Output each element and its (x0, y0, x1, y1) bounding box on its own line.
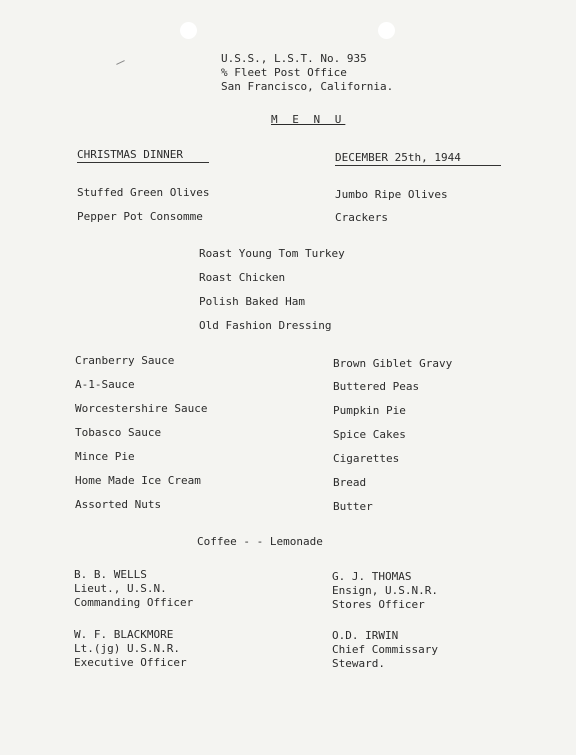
main-course-item: Old Fashion Dressing (199, 319, 332, 332)
punch-hole-right (378, 22, 395, 39)
signature-title: Executive Officer (74, 656, 187, 669)
signature-title: Commanding Officer (74, 596, 194, 609)
occasion-heading: CHRISTMAS DINNER (77, 148, 209, 163)
signature-block (74, 628, 187, 670)
side-right-item: Butter (333, 500, 373, 513)
signature-block (332, 570, 438, 612)
main-course-item: Polish Baked Ham (199, 295, 305, 308)
date-heading: DECEMBER 25th, 1944 (335, 151, 501, 166)
signature-title: Stores Officer (332, 598, 425, 611)
beverages-line: Coffee - - Lemonade (197, 535, 323, 548)
side-right-item: Buttered Peas (333, 380, 420, 393)
signature-block (74, 568, 193, 610)
signature-rank: Lieut., U.S.N. (74, 582, 167, 595)
signature-name: B. B. WELLS (74, 568, 147, 581)
signature-name: G. J. THOMAS (332, 570, 412, 583)
side-right-item: Bread (333, 476, 367, 489)
side-left-item: Worcestershire Sauce (75, 402, 208, 415)
signature-rank: Chief Commissary (332, 643, 438, 656)
side-left-item: Cranberry Sauce (75, 354, 175, 367)
side-right-item: Brown Giblet Gravy (333, 357, 453, 370)
side-left-item: Tobasco Sauce (75, 426, 162, 439)
menu-title: M E N U (271, 113, 346, 126)
side-left-item: Home Made Ice Cream (75, 474, 201, 487)
signature-rank: Lt.(jg) U.S.N.R. (74, 642, 180, 655)
signature-rank: Ensign, U.S.N.R. (332, 584, 438, 597)
side-right-item: Pumpkin Pie (333, 404, 406, 417)
pencil-mark (116, 60, 125, 65)
side-right-item: Spice Cakes (333, 428, 406, 441)
side-left-item: A-1-Sauce (75, 378, 135, 391)
punch-hole-left (180, 22, 197, 39)
signature-name: O.D. IRWIN (332, 629, 399, 642)
header-line-1: U.S.S., L.S.T. No. 935 (221, 52, 367, 65)
main-course-item: Roast Chicken (199, 271, 286, 284)
header-line-2: % Fleet Post Office (221, 66, 347, 79)
side-left-item: Mince Pie (75, 450, 135, 463)
appetizer-right-item: Crackers (335, 211, 388, 224)
signature-block (332, 629, 438, 671)
side-right-item: Cigarettes (333, 452, 400, 465)
signature-title: Steward. (332, 657, 385, 670)
appetizer-left-item: Stuffed Green Olives (77, 186, 210, 199)
ship-header (221, 52, 393, 94)
signature-name: W. F. BLACKMORE (74, 628, 174, 641)
main-course-item: Roast Young Tom Turkey (199, 247, 345, 260)
header-line-3: San Francisco, California. (221, 80, 394, 93)
side-left-item: Assorted Nuts (75, 498, 162, 511)
appetizer-right-item: Jumbo Ripe Olives (335, 188, 448, 201)
appetizer-left-item: Pepper Pot Consomme (77, 210, 203, 223)
